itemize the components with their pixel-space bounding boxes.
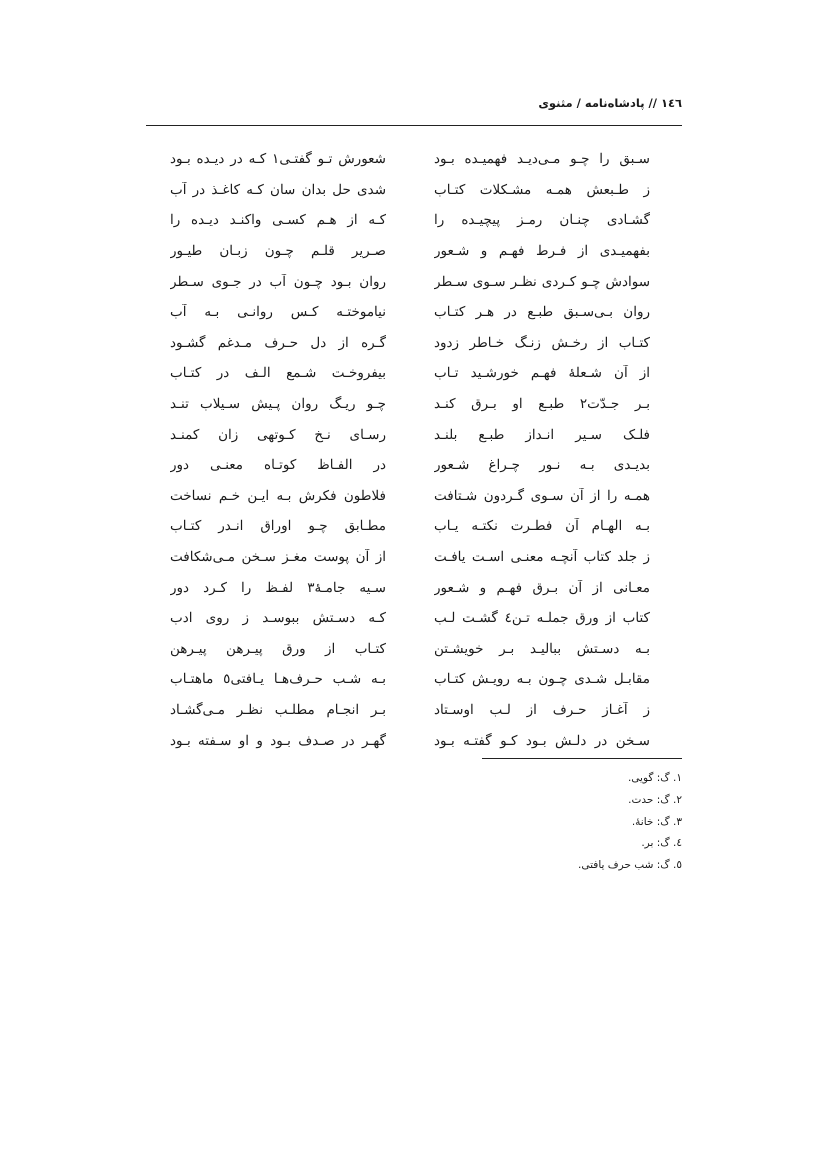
footnote-rule bbox=[482, 758, 682, 759]
hemistich-left: فلاطون فکرش بـه ایـن خـم نساخت bbox=[170, 487, 386, 504]
couplet bbox=[170, 419, 650, 450]
couplet bbox=[170, 358, 650, 389]
couplet bbox=[170, 695, 650, 726]
hemistich-left: شعورش تـو گفتـی١ کـه در دیـده بـود bbox=[170, 151, 386, 168]
couplet bbox=[170, 572, 650, 603]
hemistich-right: بـر جـدّت٢ طبـع او بـرق کنـد bbox=[434, 396, 650, 413]
hemistich-right: ز طـبعش همـه مشـکلات کتـاب bbox=[434, 181, 650, 198]
couplet bbox=[170, 664, 650, 695]
hemistich-left: گـره از دل حـرف مـدغم گشـود bbox=[170, 334, 386, 351]
hemistich-right: ز آغـاز حـرف از لـب اوسـتاد bbox=[434, 701, 650, 718]
hemistich-left: بـر انجـام مطلـب نظـر مـی‌گشـاد bbox=[170, 701, 386, 718]
couplet bbox=[170, 634, 650, 665]
hemistich-left: شدی حل بدان سان کـه کاغـذ در آب bbox=[170, 181, 386, 198]
hemistich-right: بـه دسـتش ببالیـد بـر خویشـتن bbox=[434, 640, 650, 657]
couplet bbox=[170, 450, 650, 481]
hemistich-right: فلـک سـیر انـداز طبـع بلنـد bbox=[434, 426, 650, 443]
hemistich-right: مقابـل شـدی چـون بـه رویـش کتـاب bbox=[434, 671, 650, 688]
hemistich-left: روان بـود چـون آب در جـوی سـطر bbox=[170, 273, 386, 290]
footnote: ٣. گ: خانهٔ. bbox=[631, 815, 682, 828]
hemistich-right: گشـادی چنـان رمـز پیچیـده را bbox=[434, 212, 650, 229]
hemistich-left: کتـاب از ورق پیـرهن پیـرهن bbox=[170, 640, 386, 657]
couplet bbox=[170, 481, 650, 512]
hemistich-right: از آن شـعلهٔ فهـم خورشـید تـاب bbox=[434, 365, 650, 382]
hemistich-left: سـیه جامـهٔ٣ لفـظ را کـرد دور bbox=[170, 579, 386, 596]
footnote: ٥. گ: شب حرف یافتی. bbox=[578, 859, 682, 872]
hemistich-right: سـخن در دلـش بـود کـو گفتـه بـود bbox=[434, 732, 650, 749]
hemistich-right: سوادش چـو کـردی نظـر سـوی سـطر bbox=[434, 273, 650, 290]
hemistich-right: سـبق را چـو مـی‌دیـد فهمیـده بـود bbox=[434, 151, 650, 168]
hemistich-right: کتاب از ورق جملـه تـن٤ گشـت لـب bbox=[434, 610, 650, 627]
hemistich-left: گهـر در صـدف بـود و او سـفته بـود bbox=[170, 732, 386, 749]
verse-block bbox=[170, 144, 650, 756]
footnote: ٤. گ: بر. bbox=[641, 837, 682, 850]
hemistich-right: همـه را از آن سـوی گـردون شـتافت bbox=[434, 487, 650, 504]
hemistich-left: کـه از هـم کسـی واکنـد دیـده را bbox=[170, 212, 386, 229]
hemistich-right: کتـاب از رخـش زنـگ خـاطر زدود bbox=[434, 334, 650, 351]
couplet bbox=[170, 205, 650, 236]
couplet bbox=[170, 389, 650, 420]
couplet bbox=[170, 144, 650, 175]
hemistich-left: بیفروخـت شـمع الـف در کتـاب bbox=[170, 365, 386, 382]
hemistich-left: کـه دسـتش ببوسـد ز روی ادب bbox=[170, 610, 386, 627]
footnote: ٢. گ: حدت. bbox=[628, 793, 682, 806]
footnotes bbox=[400, 768, 682, 877]
hemistich-left: مطـابق چـو اوراق انـدر کتـاب bbox=[170, 518, 386, 535]
couplet bbox=[170, 725, 650, 756]
couplet bbox=[170, 175, 650, 206]
hemistich-right: معـانی از آن بـرق فهـم و شـعور bbox=[434, 579, 650, 596]
hemistich-right: روان بـی‌سـبق طبـع در هـر کتـاب bbox=[434, 304, 650, 321]
hemistich-right: بفهمیـدی از فـرط فهـم و شـعور bbox=[434, 243, 650, 260]
hemistich-left: صـریر قلـم چـون زبـان طیـور bbox=[170, 243, 386, 260]
couplet bbox=[170, 603, 650, 634]
hemistich-left: رسـای نـخ کـوتهی زان کمنـد bbox=[170, 426, 386, 443]
couplet bbox=[170, 511, 650, 542]
couplet bbox=[170, 328, 650, 359]
hemistich-right: ز جلد کتاب آنچـه معنـی اسـت یافـت bbox=[434, 549, 650, 566]
hemistich-right: بدیـدی بـه نـور چـراغ شـعور bbox=[434, 457, 650, 474]
hemistich-left: بـه شـب حـرف‌هـا یـافتی٥ ماهتـاب bbox=[170, 671, 386, 688]
header-rule bbox=[146, 125, 682, 126]
couplet bbox=[170, 236, 650, 267]
couplet bbox=[170, 542, 650, 573]
hemistich-left: از آن پوست مغـز سـخن مـی‌شکافت bbox=[170, 549, 386, 566]
couplet bbox=[170, 297, 650, 328]
couplet bbox=[170, 266, 650, 297]
hemistich-left: نیاموختـه کـس روانـی بـه آب bbox=[170, 304, 386, 321]
hemistich-left: چـو ریـگ روان پـیش سـیلاب تنـد bbox=[170, 396, 386, 413]
hemistich-left: در الفـاظ کوتـاه معنـی دور bbox=[170, 457, 386, 474]
hemistich-right: بـه الهـام آن فطـرت نکتـه یـاب bbox=[434, 518, 650, 535]
footnote: ١. گ: گویی. bbox=[627, 772, 682, 784]
running-header: ١٤٦ // پادشاه‌نامه / مثنوی bbox=[538, 96, 682, 110]
